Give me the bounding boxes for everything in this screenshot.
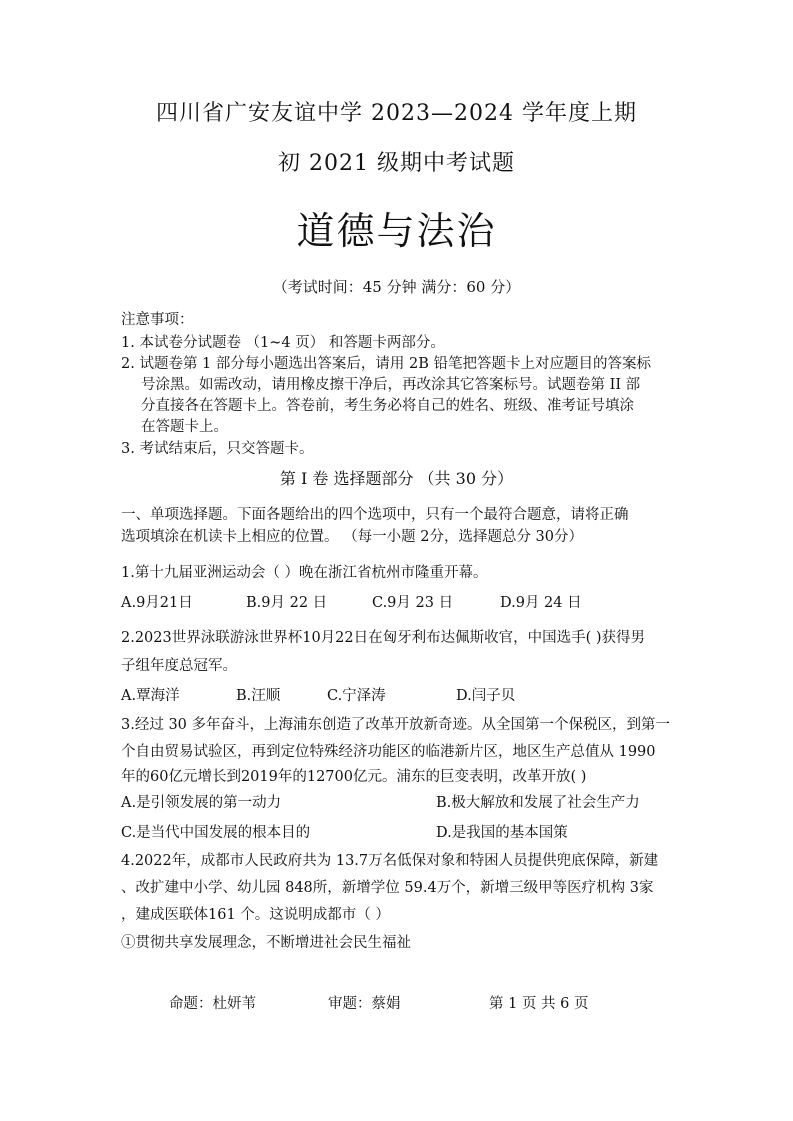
footer-reviewer: 审题：蔡娟 xyxy=(328,996,401,1012)
question-3-option-b: B.极大解放和发展了社会生产力 xyxy=(436,795,640,811)
notes-item-1: 1. 本试卷分试题卷 （1~4 页） 和答题卡两部分。 xyxy=(121,335,445,351)
question-4-stem-line1: 4.2022年，成都市人民政府共为 13.7万名低保对象和特困人员提供兜底保障，新建 xyxy=(121,853,659,869)
question-2-option-b: B.汪顺 xyxy=(236,688,281,704)
question-3-stem-line3: 年的60亿元增长到2019年的12700亿元。浦东的巨变表明，改革开放( ) xyxy=(121,769,587,785)
question-3-stem-line2: 个自由贸易试验区，再到定位特殊经济功能区的临港新片区，地区生产总值从 1990 xyxy=(121,744,656,760)
question-2-stem-line1: 2.2023世界泳联游泳世界杯10月22日在匈牙利布达佩斯收官，中国选手( )获得男 xyxy=(121,630,646,646)
question-4-stem-line2: 、改扩建中小学、幼儿园 848所，新增学位 59.4万个，新增三级甲等医疗机构 3家 xyxy=(121,880,654,896)
question-3-option-c: C.是当代中国发展的根本目的 xyxy=(121,825,311,841)
section-instructions-line1: 一、单项选择题。下面各题给出的四个选项中，只有一个最符合题意，请将正确 xyxy=(121,507,629,523)
question-2-stem-line2: 子组年度总冠军。 xyxy=(121,658,237,674)
question-2-option-d: D.闫子贝 xyxy=(456,688,516,704)
notes-item-2-line4: 在答题卡上。 xyxy=(141,419,228,435)
question-2-option-c: C.宁泽涛 xyxy=(327,688,386,704)
question-1-stem: 1.第十九届亚洲运动会（ ）晚在浙江省杭州市隆重开幕。 xyxy=(121,565,488,581)
question-1-option-c: C.9月 23 日 xyxy=(372,595,454,611)
question-3-option-d: D.是我国的基本国策 xyxy=(436,825,568,841)
question-1-option-a: A.9月21日 xyxy=(121,595,193,611)
section-instructions-line2: 选项填涂在机读卡上相应的位置。 （每一小题 2分，选择题总分 30分） xyxy=(121,529,584,545)
exam-info: （考试时间：45 分钟 满分：60 分） xyxy=(272,278,521,296)
subject-title: 道德与法治 xyxy=(296,209,497,253)
exam-header-line1: 四川省广安友谊中学 2023—2024 学年度上期 xyxy=(156,101,637,126)
question-2-option-a: A.覃海洋 xyxy=(121,688,180,704)
notes-item-2-line1: 2. 试题卷第 1 部分每小题选出答案后，请用 2B 铅笔把答题卡上对应题目的答案标 xyxy=(121,356,651,372)
footer-page-number: 第 1 页 共 6 页 xyxy=(489,996,589,1012)
question-3-option-a: A.是引领发展的第一动力 xyxy=(121,795,282,811)
question-1-option-d: D.9月 24 日 xyxy=(500,595,582,611)
question-1-option-b: B.9月 22 日 xyxy=(246,595,328,611)
notes-item-2-line2: 号涂黑。如需改动，请用橡皮擦干净后，再改涂其它答案标号。试题卷第 II 部 xyxy=(141,377,641,393)
footer-setter: 命题：杜妍苇 xyxy=(169,996,256,1012)
notes-item-2-line3: 分直接各在答题卡上。答卷前，考生务必将自己的姓名、班级、准考证号填涂 xyxy=(141,398,634,414)
exam-header-line2: 初 2021 级期中考试题 xyxy=(278,151,515,176)
notes-item-3: 3. 考试结束后，只交答题卡。 xyxy=(121,441,314,457)
question-4-option-1: ①贯彻共享发展理念，不断增进社会民生福祉 xyxy=(121,935,411,951)
notes-title: 注意事项： xyxy=(121,312,194,328)
question-3-stem-line1: 3.经过 30 多年奋斗，上海浦东创造了改革开放新奇迹。从全国第一个保税区，到第一 xyxy=(121,717,671,733)
question-4-stem-line3: ，建成医联体161 个。这说明成都市（ ） xyxy=(121,907,390,923)
section-heading: 第 I 卷 选择题部分 （共 30 分） xyxy=(279,469,514,488)
